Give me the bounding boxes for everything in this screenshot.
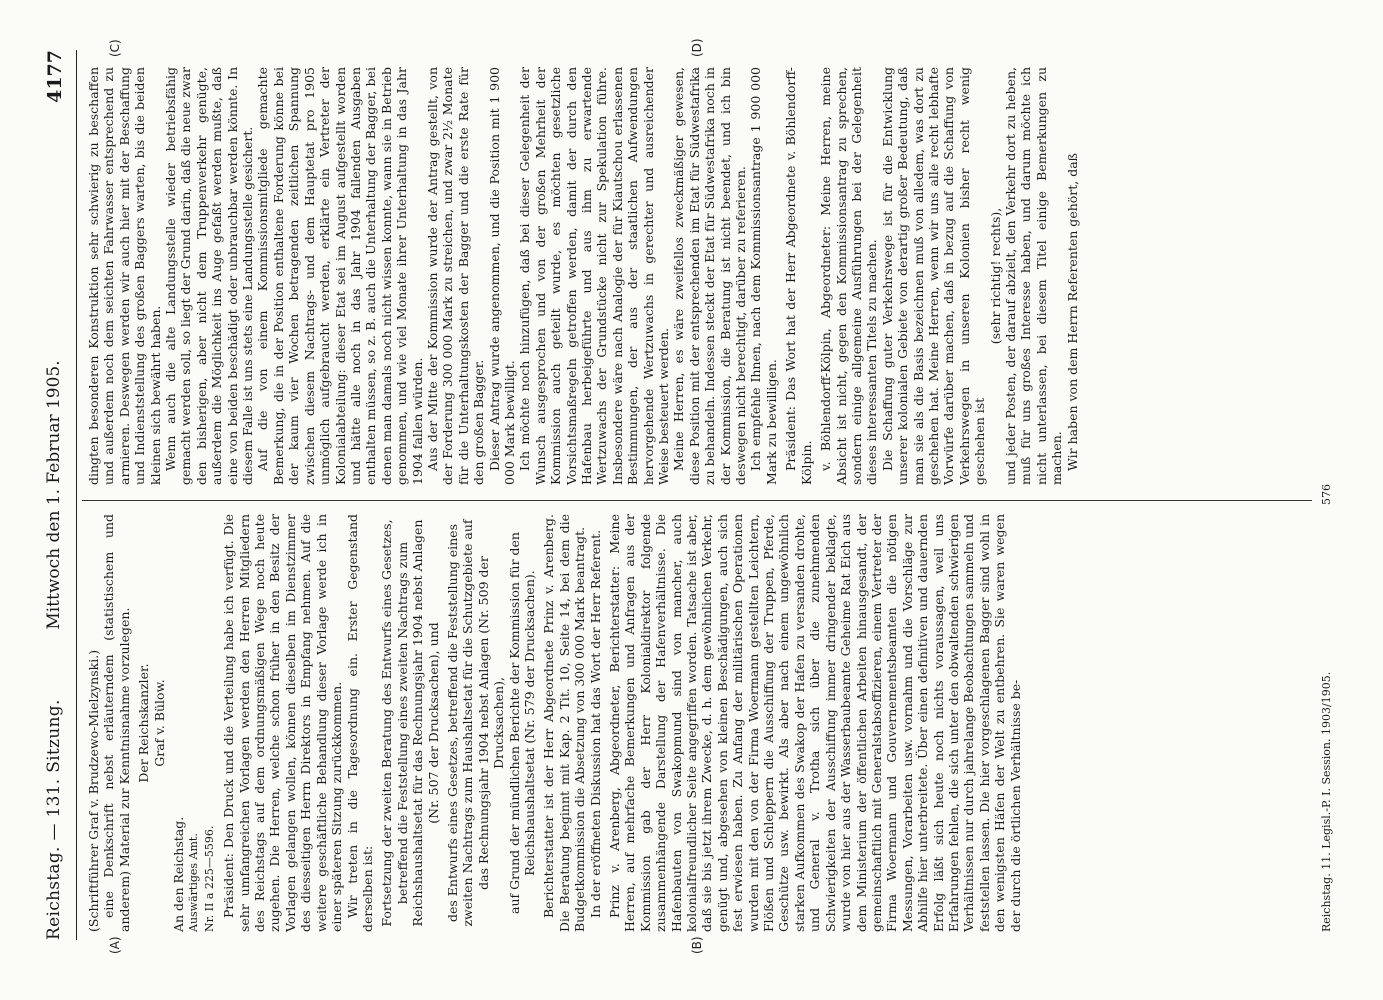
reference-number: Nr. II a 225—5596. (202, 825, 216, 932)
paragraph: Berichterstatter ist der Herr Abgeordnete Prinz v. Arenberg. Die Beratung beginnt mit Kap. 2 Tit. 10, Seite 14, bei dem die Budgetkommission die Absetzung von 300 000 Mark beantragt. (541, 514, 588, 932)
signature-name: Graf v. Bülow. (151, 679, 167, 767)
paragraph: dingten besonderen Konstruktion sehr schwierig zu beschaffen und außerdem noch dem seichten Fahrwasser entsprechend zu armieren. Deswegen werden wir auch hier mit der Beschaffung und Indienststellung des großen Baggers warten, bis die beiden kleinen sich bewährt haben. (86, 67, 163, 485)
agenda-item: Fortsetzung der zweiten Beratung des Entwurfs eines Gesetzes, betreffend die Feststellung eines zweiten Nachtrags zum Reichshaushaltsetat für das Rechnungsjahr 1904 nebst Anlagen (Nr. 507 der Drucksachen), und (379, 519, 441, 927)
paragraph: Prinz v. Arenberg, Abgeordneter, Berichterstatter: Meine Herren, auf mehrfache Bemerkungen und Anfragen aus der Kommission gab der Herr Kolonialdirektor folgende zusammenhängende Darstellung der Hafenverhältnisse. Die Hafenbauten von Swakopmund sind von mancher, auch kolonialfreundlicher Seite angegriffen worden. Tatsache ist aber, daß sie bis jetzt ihrem Zwecke, d. h. dem gewöhnlichen Verkehr, genügt und, abgesehen von kleinen Beschädigungen, auch sich fest erwiesen haben. Zu Anfang der militärischen Operationen wurden mit den von der Firma Woermann gestellten Leichtern, Flößen und Schleppern die Ausschiffung der Truppen, Pferde, Geschütze usw. bewirkt. Als aber nach einem ungewöhnlich starken Aufkommen des Swakop der Hafen zu versanden drohte, und General v. Trotha sich über die zunehmenden Schwierigkeiten der Ausschiffung immer dringender beklagte, wurde von hier aus der Wasserbaubeamte Geheime Rat Eich aus dem Ministerium der öffentlichen Arbeiten hinausgesandt, der gemeinschaftlich mit Generalstabsoffizieren, einem Vertreter der Firma Woermann und Gouvernementsbeamten die nötigen Messungen, Vorarbeiten usw. vornahm und die Vorschläge zur Abhilfe hier unterbreitete. Über einen definitiven und dauernden Erfolg läßt sich heute noch nichts voraussagen, weil uns Erfahrungen fehlen, die sich unter den obwaltenden schwierigen Verhältnissen nur durch jahrelange Beobachtungen sammeln und feststellen lassen. Die hier vorgeschlagenen Bagger sind wohl in den wenigsten Häfen der Welt zu entbehren. Sie waren wegen der durch die örtlichen Verhältnisse be- (607, 514, 1023, 932)
paragraph: Präsident: Den Druck und die Verteilung habe ich verfügt. Die sehr umfangreichen Vorlagen werden den Herren Mitgliedern des Reichstags auf dem ordnungsmäßigen Wege noch heute zugehen. Die Herren, welche schon früher in den Besitz der Vorlagen gelangen wollen, können dieselben im Dienstzimmer des diesseitigen Herrn Direktors in Empfang nehmen. Auf die weitere geschäftliche Behandlung dieser Vorlage werde ich in einer späteren Sitzung zurückkommen. (221, 514, 345, 932)
paragraph: Ich möchte noch hinzufügen, daß bei dieser Gelegenheit der Wunsch ausgesprochen und von der großen Mehrheit der Kommission auch geteilt wurde, es möchten gesetzliche Vorsichtsmaßregeln getroffen werden, damit der durch den Hafenbau herbeigeführte und aus ihm zu erwartende Wertzuwachs der Grundstücke nicht zur Spekulation führe. Insbesondere wäre nach Analogie der für Kiautschou erlassenen Bestimmungen, der aus der staatlichen Aufwendungen hervorgehende Wertzuwachs in gerechter und ausreichender Weise besteuert werden. (517, 67, 672, 485)
footer-session: Reichstag. 11. Legisl.-P. I. Session. 1903/1905. (1320, 671, 1333, 932)
paragraph: Wir haben von dem Herrn Referenten gehört, daß (1064, 152, 1080, 471)
running-header (44, 50, 74, 940)
paragraph: Die Schaffung guter Verkehrswege ist für die Entwicklung unserer kolonialen Gebiete von derartig großer Bedeutung, daß man sie als die Basis bezeichnen muß von alledem, was dort zu geschehen hat. Meine Herren, wenn wir uns alle recht lebhafte Vorwürfe darüber machen, daß in bezug auf die Schaffung von Verkehrswegen in unseren Kolonien bisher recht wenig geschehen ist (879, 67, 988, 485)
page-footer (1320, 484, 1333, 932)
paragraph: Wir treten in die Tagesordnung ein. Erster Gegenstand derselben ist: (344, 514, 375, 932)
header-left: Reichstag. — 131. Sitzung. (44, 699, 64, 940)
paragraph: In der eröffneten Diskussion hat das Wort der Herr Referent. (587, 529, 603, 918)
margin-marker-c: (C) (108, 39, 122, 57)
paragraph: eine Denkschrift nebst erläuterndem (statistischem und anderem) Material zur Kenntnisnahme vorzulegen. (101, 514, 132, 932)
addressee: An den Reichstag. (171, 816, 187, 932)
agenda-item: auf Grund der mündlichen Berichte der Kommission für den Reichshaushaltsetat (Nr. 579 der Drucksachen). (506, 532, 537, 914)
right-column (86, 67, 1080, 485)
paragraph: Dieser Antrag wurde angenommen, und die Position mit 1 900 000 Mark bewilligt. (486, 67, 517, 485)
paragraph: Wenn auch die alte Landungsstelle wieder betriebsfähig gemacht werden soll, so liegt der Grund darin, daß die neue zwar den bisherigen, aber nicht dem Truppenverkehr genügte, außerdem die Möglichkeit ins Auge gefaßt werden mußte, daß eine von beiden beschädigt oder unbrauchbar werden könnte. In diesem Falle ist uns stets eine Landungsstelle gesichert. (163, 67, 256, 485)
paragraph: v. Böhlendorff-Kölpin, Abgeordneter: Meine Herren, meine Absicht ist nicht, gegen den Kommissionsantrag zu sprechen, sondern einige allgemeine Ausführungen bei der Gelegenheit dieses interessanten Titels zu machen. (818, 67, 880, 485)
signature-title: Der Reichskanzler. (136, 663, 152, 783)
paragraph: Ich empfehle Ihnen, nach dem Kommissionsantrage 1 900 000 Mark zu bewilligen. (748, 67, 779, 485)
margin-marker-b: (B) (690, 936, 704, 954)
page-number: 4177 (44, 50, 66, 103)
paragraph: Auf die von einem Kommissionsmitgliede gemachte Bemerkung, die in der Position enthaltene Forderung könne bei der kaum vier Wochen betragenden zeitlichen Spannung zwischen diesem Nachtrags- und dem Hauptetat pro 1905 unmöglich aufgebraucht werden, erklärte ein Vertreter der Kolonialabteilung: dieser Etat sei im August aufgestellt worden und hätte alle noch in das Jahr 1904 fallenden Ausgaben enthalten müssen, so z. B. auch die Unterhaltung der Bagger, bei denen man damals noch nicht wissen konnte, wann sie in Betrieb genommen, und wie viel Monate ihrer Unterhaltung in das Jahr 1904 fallen würden. (255, 67, 425, 485)
left-column (86, 514, 1023, 932)
paragraph: Aus der Mitte der Kommission wurde der Antrag gestellt, von der Forderung 300 000 Mark zu streichen, und zwar 2½ Monate für die Unterhaltungskosten der Bagger und die erste Rate für den großen Bagger. (424, 67, 487, 485)
paragraph: Präsident: Das Wort hat der Herr Abgeordnete v. Böhlendorff-Kölpin. (783, 67, 814, 485)
margin-marker-a: (A) (108, 936, 122, 954)
header-rule (76, 50, 77, 940)
margin-marker-d: (D) (690, 38, 704, 57)
column-divider (82, 500, 1312, 501)
interjection: (sehr richtig! rechts), (987, 207, 1003, 345)
footer-page: 576 (1320, 484, 1333, 505)
paragraph: und jeder Posten, der darauf abzielt, den Verkehr dort zu heben, muß für uns großes Interesse haben, und darum möchte ich nicht unterlassen, bei diesem Titel einige Bemerkungen zu machen. (1002, 67, 1065, 485)
paragraph: Meine Herren, es wäre zweifellos zweckmäßiger gewesen, diese Position mit der entsprechenden im Etat für Südwestafrika zu behandeln. Indessen steckt der Etat für Südwestafrika noch in der Kommission, die Beratung ist nicht beendet, und ich bin deswegen nicht berechtigt, darüber zu referieren. (671, 67, 749, 485)
paragraph: (Schriftführer Graf v. Brudzewo-Mielzynski.) (86, 649, 101, 932)
office: Auswärtiges Amt. (187, 833, 201, 932)
header-date: Mittwoch den 1. Februar 1905. (44, 360, 64, 630)
agenda-item: des Entwurfs eines Gesetzes, betreffend die Feststellung eines zweiten Nachtrags zum Haushaltsetat für die Schutzgebiete auf das Rechnungsjahr 1904 nebst Anlagen (Nr. 509 der Drucksachen), (444, 519, 507, 927)
